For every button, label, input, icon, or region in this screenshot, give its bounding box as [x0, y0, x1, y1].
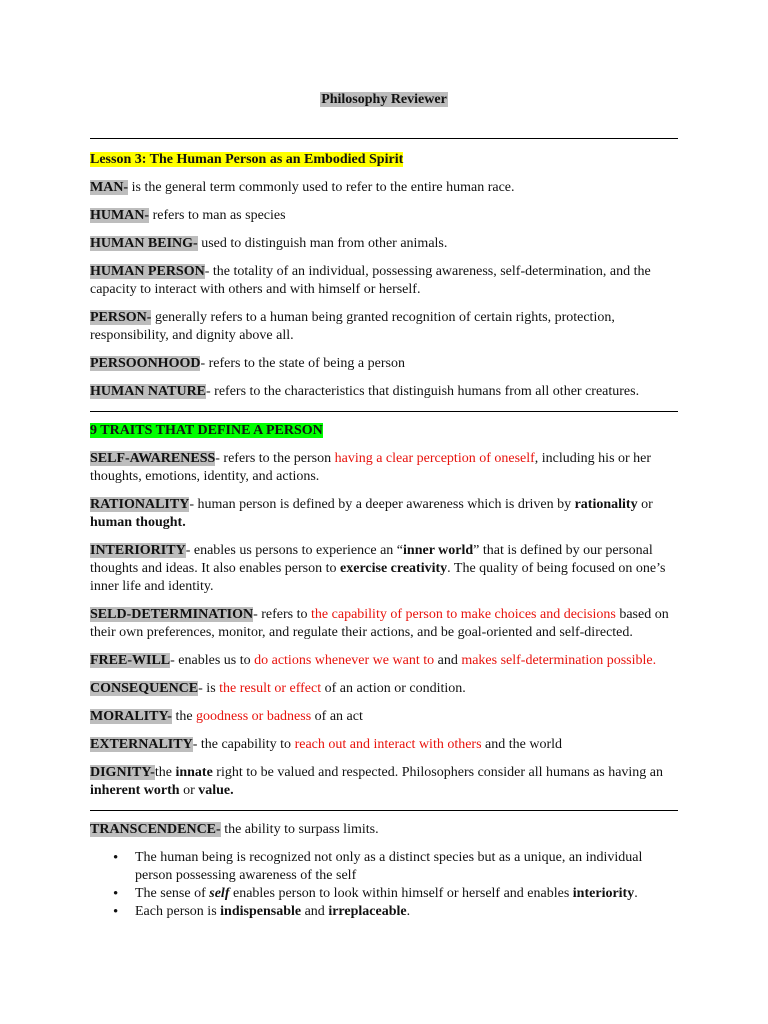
definition-entry — [90, 309, 678, 345]
body-text: The sense of — [135, 886, 210, 901]
bold-text: rationality — [574, 497, 638, 512]
body-text: the — [154, 765, 176, 780]
definition-term: PERSOONHOOD — [90, 356, 201, 371]
definition-term: MAN- — [90, 180, 129, 195]
lesson-heading: Lesson 3: The Human Person as an Embodied Spirit — [90, 152, 404, 167]
definition-entry — [90, 542, 678, 596]
bullet-item — [135, 849, 678, 885]
definition-entry — [90, 179, 678, 197]
definition-entry — [90, 383, 678, 401]
definition-term: CONSEQUENCE — [90, 681, 199, 696]
definition-entry — [90, 355, 678, 373]
definition-entry — [90, 263, 678, 299]
body-text: of an act — [311, 709, 363, 724]
definition-entry — [90, 736, 678, 754]
divider-after-traits — [90, 810, 678, 811]
body-text: or — [637, 497, 653, 512]
body-text: - refers to — [253, 607, 312, 622]
document-body — [90, 138, 678, 921]
definition-entry — [90, 496, 678, 532]
body-text: and the world — [481, 737, 563, 752]
body-text: - refers to the state of being a person — [200, 356, 405, 371]
body-text: and — [301, 904, 329, 919]
definition-entry — [90, 606, 678, 642]
bold-text: self — [209, 886, 230, 901]
definition-term: SELD-DETERMINATION — [90, 607, 254, 622]
definition-entry — [90, 652, 678, 670]
definition-term: MORALITY- — [90, 709, 172, 724]
bullet-item — [135, 885, 678, 903]
body-text: based on their own preferences, monitor, and regulate their actions, and be goal-oriented and self-directed. — [90, 607, 669, 640]
body-text: Each person is — [135, 904, 221, 919]
definition-term: EXTERNALITY — [90, 737, 193, 752]
body-text: is the general term commonly used to refer to the entire human race. — [128, 180, 515, 195]
definition-term: HUMAN- — [90, 208, 150, 223]
body-text: of an action or condition. — [321, 681, 466, 696]
body-text: ” that is defined by our personal thoughts and ideas. It also enables person to — [90, 543, 653, 576]
body-text: - the capability to — [192, 737, 295, 752]
body-text: . — [634, 886, 638, 901]
definition-entry — [90, 235, 678, 253]
lesson-heading-line — [90, 151, 678, 169]
definitions-section-basic — [90, 179, 678, 401]
definition-entry — [90, 207, 678, 225]
bold-text: indispensable — [220, 904, 302, 919]
document-title: Philosophy Reviewer — [321, 92, 447, 107]
body-text: - enables us to — [170, 653, 255, 668]
body-text: the — [171, 709, 197, 724]
body-text: right to be valued and respected. Philosophers consider all humans as having an — [212, 765, 664, 780]
definition-entry — [90, 680, 678, 698]
definition-term: TRANSCENDENCE- — [90, 822, 221, 837]
definition-term: HUMAN PERSON — [90, 264, 205, 279]
bold-text: human thought. — [90, 515, 186, 530]
body-text: , including his or her thoughts, emotions, identity, and actions. — [90, 451, 652, 484]
body-text: used to distinguish man from other animals. — [197, 236, 448, 251]
emphasis-red-text: the result or effect — [219, 681, 322, 696]
definition-entry — [90, 708, 678, 726]
bold-text: irreplaceable — [328, 904, 407, 919]
emphasis-red-text: the capability of person to make choices and decisions — [311, 607, 616, 622]
definition-term: DIGNITY- — [90, 765, 155, 780]
emphasis-red-text: reach out and interact with others — [294, 737, 482, 752]
bold-text: exercise creativity — [340, 561, 448, 576]
transcendence-bullet-list — [90, 849, 678, 921]
body-text: The human being is recognized not only as a distinct species but as a unique, an individual person possessing awareness of the self — [135, 850, 643, 883]
body-text: and — [434, 653, 462, 668]
traits-heading-line — [90, 422, 678, 440]
definition-term: PERSON- — [90, 310, 152, 325]
definition-term: SELF-AWARENESS — [90, 451, 216, 466]
bullet-item — [135, 903, 678, 921]
traits-heading: 9 TRAITS THAT DEFINE A PERSON — [90, 423, 323, 438]
body-text: the ability to surpass limits. — [220, 822, 379, 837]
body-text: generally refers to a human being granted recognition of certain rights, protection, responsibility, and dignity above all. — [90, 310, 615, 343]
definition-entry — [90, 764, 678, 800]
emphasis-red-text: makes self-determination possible. — [461, 653, 657, 668]
bold-text: value. — [198, 783, 234, 798]
body-text: refers to man as species — [149, 208, 286, 223]
divider-after-basic-terms — [90, 411, 678, 412]
divider-top — [90, 138, 678, 139]
definition-term: HUMAN BEING- — [90, 236, 198, 251]
body-text: or — [179, 783, 199, 798]
body-text: - refers to the person — [215, 451, 335, 466]
body-text: . — [406, 904, 411, 919]
body-text: enables person to look within himself or herself and enables — [229, 886, 573, 901]
body-text: - the totality of an individual, possessing awareness, self-determination, and the capacity to interact with others and with himself or herself. — [90, 264, 651, 297]
emphasis-red-text: goodness or badness — [196, 709, 312, 724]
definitions-section-transcendence — [90, 821, 678, 839]
definition-term: INTERIORITY — [90, 543, 186, 558]
body-text: - is — [198, 681, 220, 696]
bold-text: interiority — [572, 886, 635, 901]
body-text: - human person is defined by a deeper awareness which is driven by — [189, 497, 575, 512]
definition-entry — [90, 821, 678, 839]
body-text: . The quality of being focused on one’s inner life and identity. — [90, 561, 666, 594]
bold-text: innate — [175, 765, 213, 780]
emphasis-red-text: do actions whenever we want to — [254, 653, 435, 668]
bold-text: inherent worth — [90, 783, 180, 798]
body-text: - refers to the characteristics that distinguish humans from all other creatures. — [206, 384, 640, 399]
definition-term: HUMAN NATURE — [90, 384, 207, 399]
body-text: - enables us persons to experience an “ — [185, 543, 404, 558]
definition-entry — [90, 450, 678, 486]
document-title-line — [0, 92, 768, 108]
bold-text: inner world — [403, 543, 474, 558]
definitions-section-traits — [90, 450, 678, 800]
definition-term: FREE-WILL — [90, 653, 171, 668]
definition-term: RATIONALITY — [90, 497, 190, 512]
emphasis-red-text: having a clear perception of oneself — [334, 451, 535, 466]
